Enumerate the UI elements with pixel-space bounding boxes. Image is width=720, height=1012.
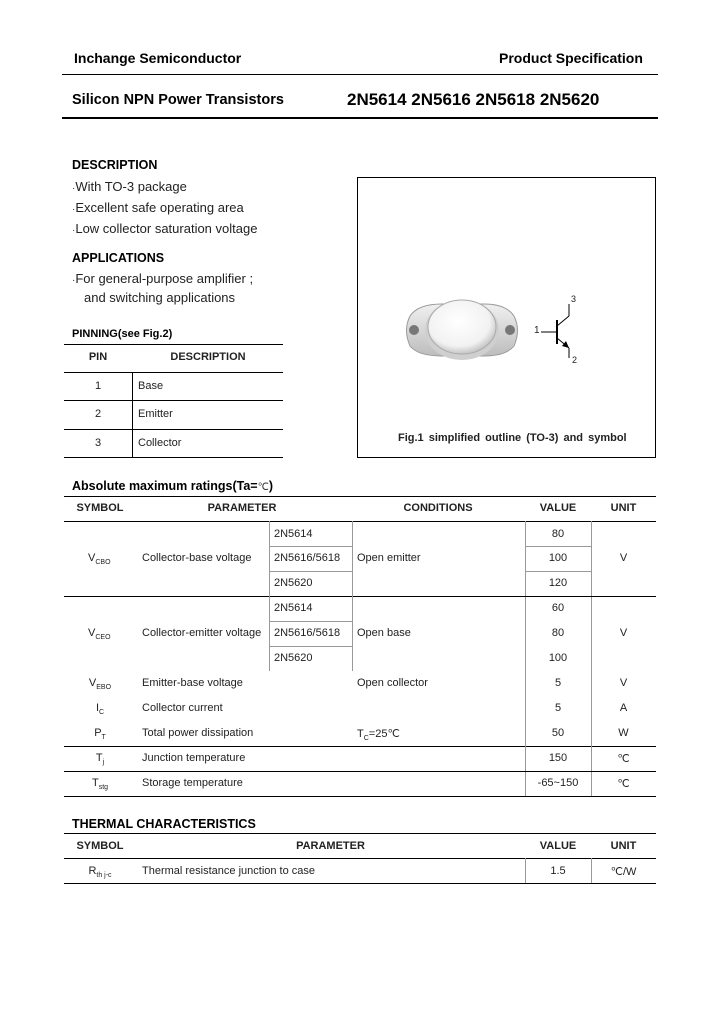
abs-table-rule bbox=[64, 596, 656, 597]
conditions-col-header: CONDITIONS bbox=[403, 502, 473, 514]
company-name: Inchange Semiconductor bbox=[74, 50, 242, 66]
group-divider bbox=[269, 521, 270, 596]
pin-table-rule bbox=[64, 429, 283, 430]
rating-value: 80 bbox=[551, 627, 565, 639]
abs-table-rule bbox=[64, 521, 656, 522]
parameter-col-header: PARAMETER bbox=[207, 502, 277, 514]
rating-value: 5 bbox=[554, 702, 562, 714]
title-rule bbox=[62, 117, 658, 119]
header-rule bbox=[62, 74, 658, 75]
condition-case-temperature: $T_C=25℃$ bbox=[357, 728, 400, 743]
pin-description: Emitter bbox=[138, 408, 173, 420]
group-subrule bbox=[269, 571, 352, 572]
param-collector-base-voltage: Collector-base voltage bbox=[142, 552, 252, 564]
unit-col-header: UNIT bbox=[610, 502, 637, 514]
description-item: ·With TO-3 package bbox=[72, 179, 187, 194]
rating-value: -65~150 bbox=[537, 777, 579, 789]
description-list bbox=[72, 177, 257, 240]
rating-value: 150 bbox=[548, 752, 568, 764]
part-variant: 2N5616/5618 bbox=[274, 627, 341, 639]
applications-line-2: and switching applications bbox=[84, 290, 236, 305]
thermal-parameter-col-header: PARAMETER bbox=[296, 840, 365, 852]
rating-value: 80 bbox=[551, 528, 565, 540]
part-variant: 2N5616/5618 bbox=[274, 552, 341, 564]
param-thermal-resistance: Thermal resistance junction to case bbox=[142, 865, 316, 877]
condition-open-emitter: Open emitter bbox=[357, 552, 421, 564]
symbol-vcbo: $V_{CBO}$ bbox=[88, 552, 111, 567]
thermal-value-col-header: VALUE bbox=[539, 840, 577, 852]
thermal-title: THERMAL CHARACTERISTICS bbox=[72, 817, 256, 831]
param-collector-emitter-voltage: Collector-emitter voltage bbox=[142, 627, 262, 639]
rating-unit: V bbox=[619, 677, 628, 689]
thermal-value: 1.5 bbox=[550, 865, 566, 877]
symbol-vceo: $V_{CEO}$ bbox=[88, 627, 111, 642]
rating-value: 5 bbox=[554, 677, 562, 689]
group-subrule bbox=[269, 621, 352, 622]
thermal-table-rule bbox=[64, 858, 656, 859]
pin-base-label: 1 bbox=[534, 325, 540, 336]
param-collector-current: Collector current bbox=[142, 702, 223, 714]
applications-line-1: ·For general-purpose amplifier ; bbox=[72, 271, 254, 286]
pin-table-rule bbox=[64, 457, 283, 458]
value-col-header: VALUE bbox=[539, 502, 577, 514]
condition-open-collector: Open collector bbox=[357, 677, 428, 689]
bullet-mark: · bbox=[72, 275, 76, 286]
rating-value: 100 bbox=[548, 652, 568, 664]
abs-table-rule bbox=[64, 771, 656, 772]
rating-unit: ℃ bbox=[617, 778, 630, 790]
symbol-vebo: $V_{EBO}$ bbox=[88, 677, 112, 692]
part-variant: 2N5614 bbox=[274, 528, 313, 540]
rating-unit: A bbox=[619, 702, 628, 714]
thermal-unit-col-header: UNIT bbox=[610, 840, 637, 852]
abs-table-rule bbox=[64, 796, 656, 797]
rating-value: 50 bbox=[551, 727, 565, 739]
rating-value: 120 bbox=[548, 577, 568, 589]
bullet-mark: · bbox=[72, 204, 76, 215]
group-divider bbox=[352, 521, 353, 596]
group-subrule bbox=[525, 571, 591, 572]
pinning-title: PINNING(see Fig.2) bbox=[72, 328, 173, 340]
bullet-mark: · bbox=[72, 183, 76, 194]
symbol-pt: $P_T$ bbox=[94, 727, 106, 742]
thermal-symbol-col-header: SYMBOL bbox=[76, 840, 124, 852]
npn-transistor-symbol bbox=[358, 178, 657, 459]
abs-max-title: Absolute maximum ratings(Ta=℃) bbox=[72, 479, 273, 493]
pin-collector-label: 3 bbox=[571, 294, 577, 304]
rating-value: 100 bbox=[548, 552, 568, 564]
rating-unit: ℃ bbox=[617, 753, 630, 765]
pin-table-rule bbox=[64, 400, 283, 401]
pin-desc-col-header: DESCRIPTION bbox=[170, 351, 246, 363]
bullet-mark: · bbox=[72, 225, 76, 236]
abs-table-rule bbox=[64, 496, 656, 497]
description-item: ·Low collector saturation voltage bbox=[72, 221, 258, 236]
product-line: Silicon NPN Power Transistors bbox=[72, 92, 284, 108]
rating-unit: V bbox=[619, 627, 628, 639]
pin-description: Base bbox=[138, 380, 164, 392]
figure-box bbox=[357, 177, 656, 458]
thermal-table-rule bbox=[64, 833, 656, 834]
part-variant: 2N5614 bbox=[274, 602, 313, 614]
symbol-tj: $T_j$ bbox=[95, 752, 105, 767]
rating-unit: W bbox=[618, 727, 629, 739]
param-junction-temperature: Junction temperature bbox=[142, 752, 246, 764]
thermal-table-rule bbox=[64, 883, 656, 884]
pin-col-header: PIN bbox=[88, 351, 108, 363]
pin-emitter-label: 2 bbox=[572, 355, 578, 365]
group-divider bbox=[269, 596, 270, 671]
pin-table-divider bbox=[132, 372, 133, 457]
group-subrule bbox=[525, 546, 591, 547]
thermal-unit: ℃/W bbox=[610, 866, 637, 878]
document-type: Product Specification bbox=[499, 50, 643, 66]
applications-title: APPLICATIONS bbox=[72, 251, 165, 265]
pin-number: 2 bbox=[94, 408, 102, 420]
part-variant: 2N5620 bbox=[274, 652, 313, 664]
param-emitter-base-voltage: Emitter-base voltage bbox=[142, 677, 243, 689]
group-subrule bbox=[269, 546, 352, 547]
part-numbers: 2N5614 2N5616 2N5618 2N5620 bbox=[347, 90, 600, 109]
symbol-ic: $I_C$ bbox=[95, 702, 105, 717]
param-total-power-dissipation: Total power dissipation bbox=[142, 727, 254, 739]
symbol-col-header: SYMBOL bbox=[76, 502, 124, 514]
pin-number: 1 bbox=[94, 380, 102, 392]
symbol-rthjc: $R_{th j-c}$ bbox=[88, 865, 112, 880]
degree-mark: ℃ bbox=[257, 482, 269, 493]
param-storage-temperature: Storage temperature bbox=[142, 777, 243, 789]
figure-caption: Fig.1 simplified outline (TO-3) and symbol bbox=[398, 432, 627, 444]
rating-unit: V bbox=[619, 552, 628, 564]
pin-table-rule bbox=[64, 344, 283, 345]
description-title: DESCRIPTION bbox=[72, 158, 158, 172]
abs-table-rule bbox=[64, 746, 656, 747]
part-variant: 2N5620 bbox=[274, 577, 313, 589]
group-subrule bbox=[269, 646, 352, 647]
pin-description: Collector bbox=[138, 437, 182, 449]
condition-open-base: Open base bbox=[357, 627, 411, 639]
rating-value: 60 bbox=[551, 602, 565, 614]
group-divider bbox=[352, 596, 353, 671]
pin-table-rule bbox=[64, 372, 283, 373]
description-item: ·Excellent safe operating area bbox=[72, 200, 244, 215]
pin-number: 3 bbox=[94, 437, 102, 449]
symbol-tstg: $T_{stg}$ bbox=[91, 777, 109, 792]
